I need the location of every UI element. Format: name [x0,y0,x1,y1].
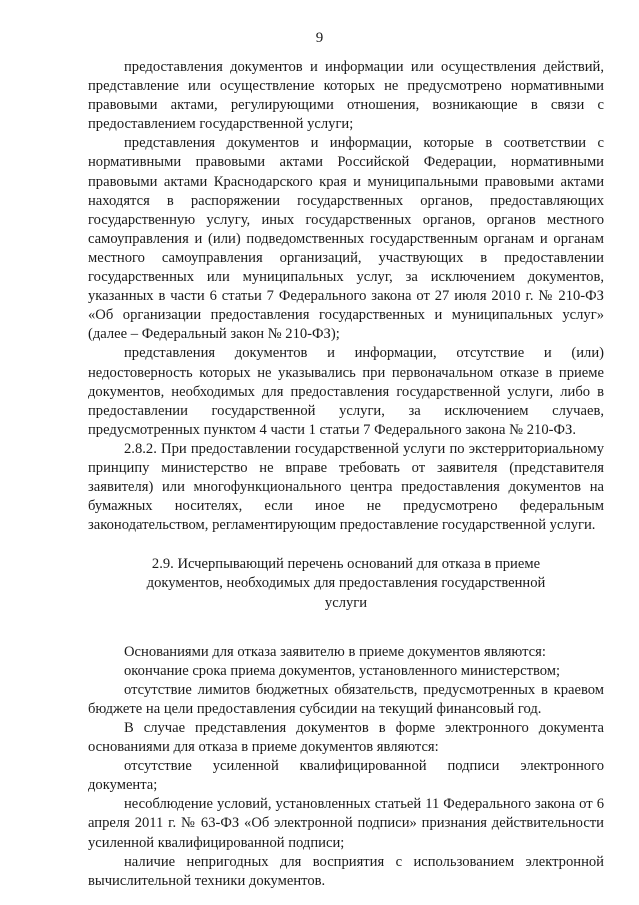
paragraph-bottom-7: наличие непригодных для восприятия с использованием электронной вычислительной техники документов. [88,853,604,889]
section-heading: 2.9. Исчерпывающий перечень оснований для отказа в приеме документов, необходимых для предоставления государственной услуги [146,556,546,611]
paragraph-top-4: 2.8.2. При предоставлении государственной услуги по экстерриториальному принципу министерство не вправе требовать от заявителя (представителя заявителя) или многофункционального центра предоставления документов на бумажных носителях, если иное не предусмотрено федеральным законодательством, регламентирующим предоставление государственной услуги. [88,440,604,534]
paragraph-bottom-3: отсутствие лимитов бюджетных обязательств, предусмотренных в краевом бюджете на цели предоставления субсидии на текущий финансовый год. [88,681,604,717]
document-body [88,58,604,891]
paragraph-top-2: представления документов и информации, которые в соответствии с нормативными правовыми актами Российской Федерации, нормативными правовыми актами Краснодарского края и муниципальными правовыми актами находятся в распоряжении государственных органов, предоставляющих государственную услугу, иных государственных органов, органов местного самоуправления и (или) подведомственных государственным органам и органам местного самоуправления организаций, участвующих в предоставлении государственных или муниципальных услуг, за исключением документов, указанных в части 6 статьи 7 Федерального закона от 27 июля 2010 г. № 210-ФЗ «Об организации предоставления государственных и муниципальных услуг» (далее – Федеральный закон № 210-ФЗ); [88,135,604,343]
paragraph-bottom-6: несоблюдение условий, установленных статьей 11 Федерального закона от 6 апреля 2011 г. № 63-ФЗ «Об электронной подписи» признания действительности усиленной квалифицированной подписи; [88,796,604,851]
paragraph-bottom-4: В случае представления документов в форме электронного документа основаниями для отказа в приеме документов являются: [88,720,604,756]
page-number: 9 [315,30,324,46]
paragraph-top-1: предоставления документов и информации или осуществления действий, представление или осуществление которых не предусмотрено нормативными правовыми актами, регулирующими отношения, возникающие в связи с предоставлением государственной услуги; [88,59,604,133]
paragraph-bottom-1: Основаниями для отказа заявителю в приеме документов являются: [124,643,546,660]
paragraph-bottom-5: отсутствие усиленной квалифицированной подписи электронного документа; [88,758,604,794]
paragraph-top-3: представления документов и информации, отсутствие и (или) недостоверность которых не указывались при первоначальном отказе в приеме документов, необходимых для предоставления государственной услуги, либо в предоставлении государственной услуги, за исключением случаев, предусмотренных пунктом 4 части 1 статьи 7 Федерального закона № 210-ФЗ. [88,345,604,438]
paragraph-bottom-2: окончание срока приема документов, установленного министерством; [124,662,561,679]
